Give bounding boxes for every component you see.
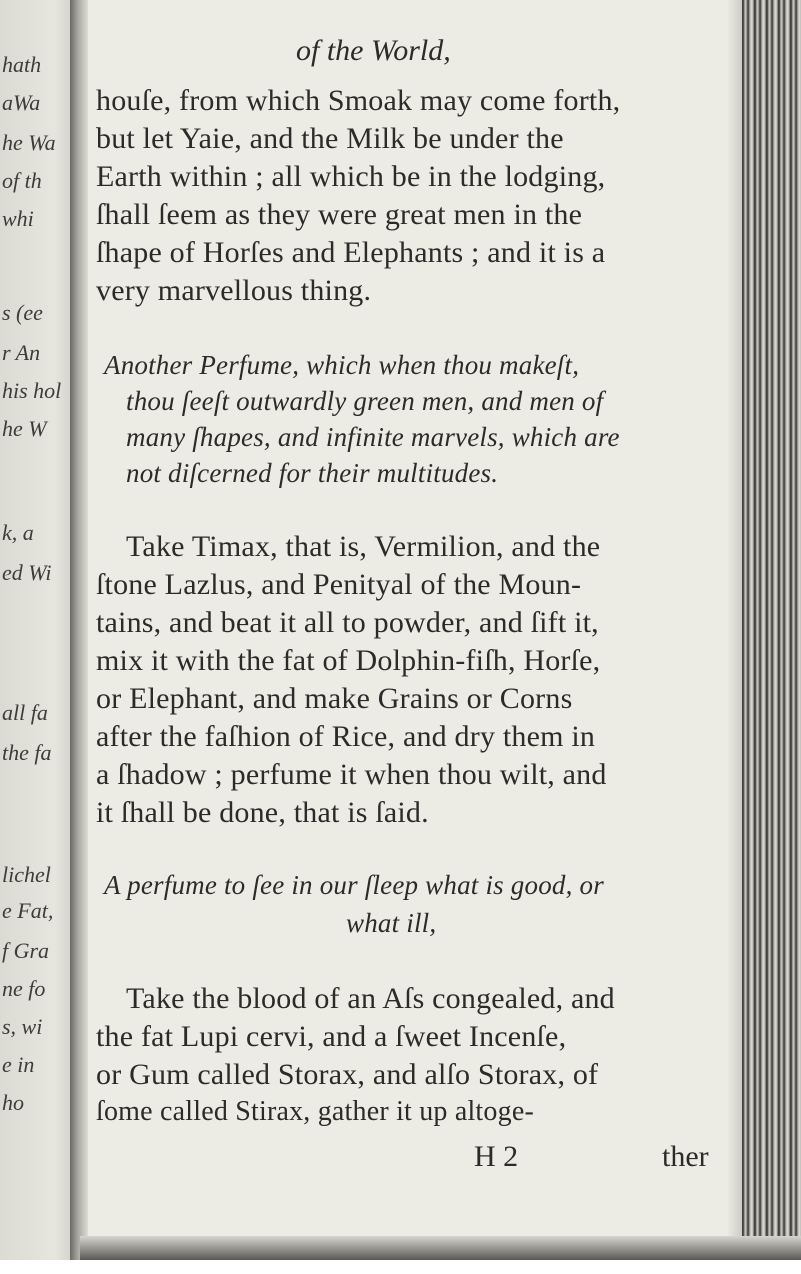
facing-page-fragment: all fa — [2, 700, 48, 725]
recipe-heading-line: A perfume to ſee in our ſleep what is good, or — [104, 870, 604, 900]
facing-page-fragment: ne fo — [2, 976, 46, 1001]
facing-page-fragment: f Gra — [2, 938, 50, 963]
facing-page-fragment: ho — [2, 1090, 24, 1115]
signature-mark: H 2 — [474, 1140, 519, 1173]
facing-page-fragment: his hol — [2, 378, 62, 403]
facing-page-fragment: s (ee — [2, 300, 43, 325]
text-line: the fat Lupi cervi, and a ſweet Incenſe, — [96, 1020, 567, 1053]
recipe-heading-line: not diſcerned for their multitudes. — [126, 458, 499, 488]
text-line: or Gum called Storax, and alſo Storax, of — [96, 1058, 599, 1091]
text-line: Take the blood of an Aſs congealed, and — [126, 982, 615, 1015]
text-line: a ſhadow ; perfume it when thou wilt, and — [96, 758, 607, 791]
recipe-heading-line: thou ſeeſt outwardly green men, and men of — [126, 386, 604, 416]
recipe-heading-line: what ill, — [346, 908, 437, 938]
facing-page-fragment: the fa — [2, 740, 52, 765]
recipe-heading-line: Another Perfume, which when thou makeſt, — [104, 350, 580, 380]
book-gutter — [70, 0, 88, 1260]
text-line: very marvellous thing. — [96, 274, 372, 307]
facing-page-fragment: aWa — [2, 90, 41, 115]
page-stack-edge — [742, 0, 801, 1260]
recipe-heading-line: many ſhapes, and infinite marvels, which are — [126, 422, 620, 452]
facing-page-fragment: s, wi — [2, 1014, 43, 1039]
text-line: mix it with the fat of Dolphin-fiſh, Horſe, — [96, 644, 601, 677]
text-line: ſtone Lazlus, and Penityal of the Moun- — [96, 568, 582, 601]
text-line: tains, and beat it all to powder, and ſift it, — [96, 606, 599, 639]
facing-page-fragment: hath — [2, 52, 42, 77]
facing-page-fragment: e in — [2, 1052, 35, 1077]
text-line: Earth within ; all which be in the lodging, — [96, 160, 606, 193]
facing-page-fragment: of th — [2, 168, 42, 193]
facing-page-fragment: e Fat, — [2, 898, 54, 923]
text-line: but let Yaie, and the Milk be under the — [96, 122, 564, 155]
running-head: of the World, — [296, 34, 451, 67]
text-line: after the faſhion of Rice, and dry them in — [96, 720, 596, 753]
facing-page-fragment: ed Wi — [2, 560, 52, 585]
text-line: Take Timax, that is, Vermilion, and the — [126, 530, 601, 563]
text-line: ſhape of Horſes and Elephants ; and it is a — [96, 236, 606, 269]
facing-page-fragment: k, a — [2, 520, 34, 545]
facing-page-fragment: whi — [2, 206, 34, 231]
bottom-shadow — [80, 1236, 801, 1260]
catchword: ther — [662, 1140, 709, 1173]
text-line: it ſhall be done, that is ſaid. — [96, 796, 429, 829]
facing-page-fragment: he Wa — [2, 130, 56, 155]
text-line: or Elephant, and make Grains or Corns — [96, 682, 573, 715]
facing-page-edge — [0, 0, 78, 1260]
facing-page-fragment: lichel — [2, 862, 51, 887]
facing-page-fragment: r An — [2, 340, 41, 365]
text-line: ſome called Stirax, gather it up altoge- — [96, 1096, 534, 1127]
text-line: houſe, from which Smoak may come forth, — [96, 84, 621, 117]
facing-page-fragment: he W — [2, 416, 47, 441]
text-line: ſhall ſeem as they were great men in the — [96, 198, 583, 231]
